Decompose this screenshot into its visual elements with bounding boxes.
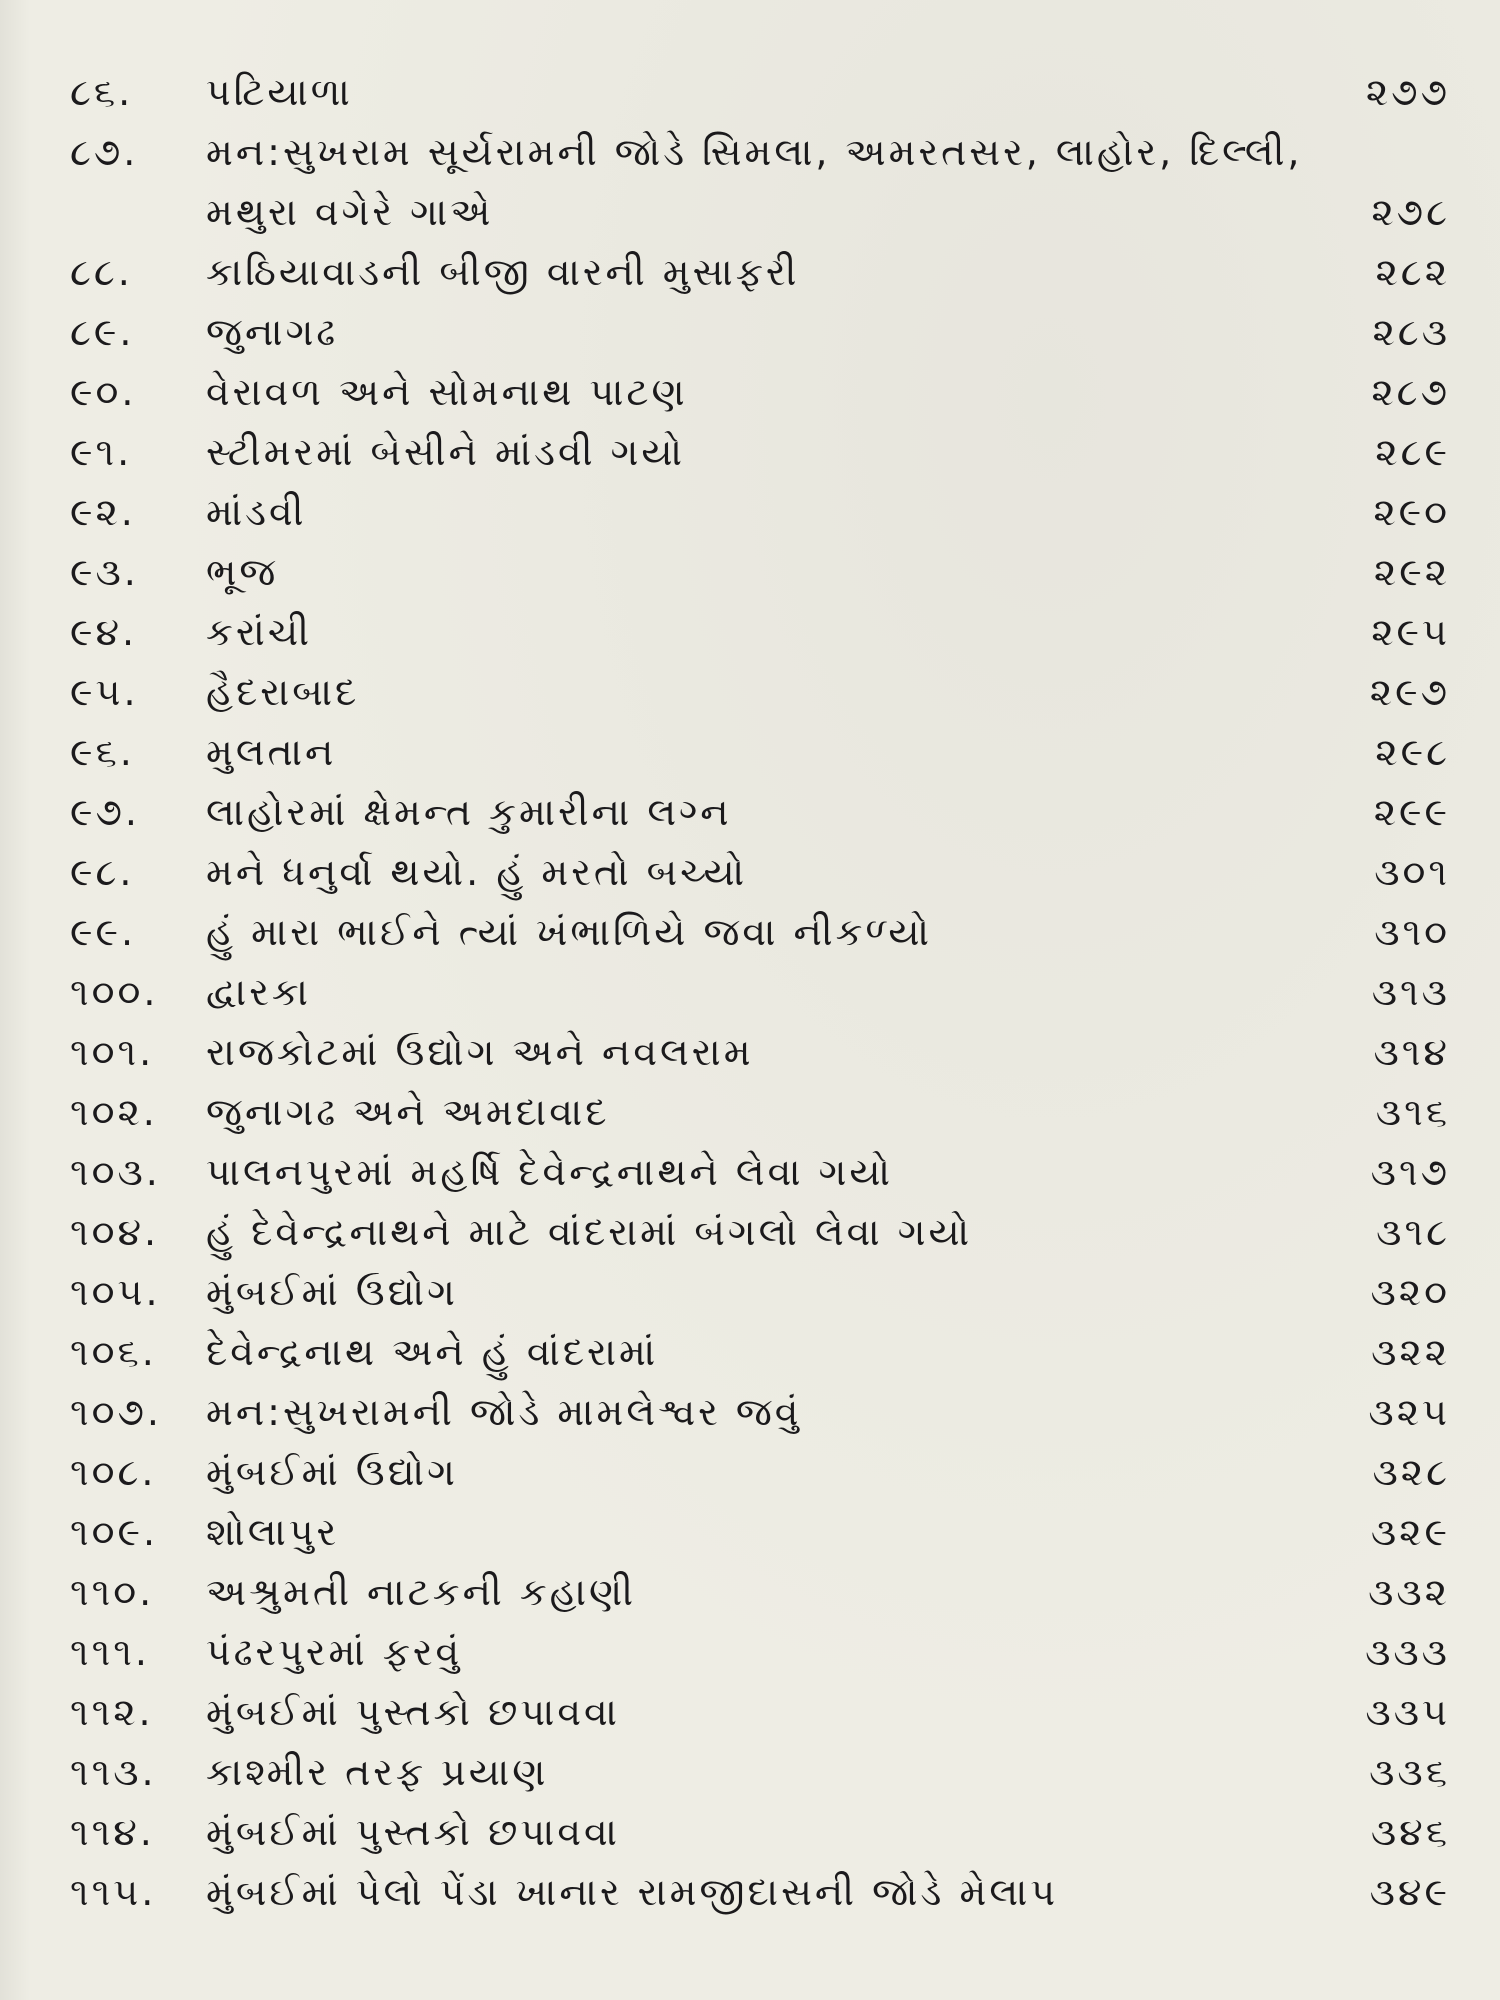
toc-entry [70,62,1450,122]
chapter-title: કાશ્મીર તરફ પ્રયાણ [206,1750,549,1794]
toc-entry [70,1322,1450,1382]
chapter-title: હૈદરાબાદ [206,670,360,714]
chapter-title: રાજકોટમાં ઉદ્યોગ અને નવલરામ [206,1030,754,1074]
toc-entry [70,602,1450,662]
chapter-title: લાહોરમાં ક્ષેમન્ત કુમારીના લગ્ન [206,790,732,834]
chapter-title: મુંબઈમાં ઉદ્યોગ [206,1450,458,1494]
chapter-title: પંઢરપુરમાં ફરવું [206,1630,463,1674]
page-number: ૩૧૭ [1370,1150,1450,1194]
chapter-title: ભૂજ [206,550,279,594]
chapter-number: ૧૧૨. [70,1690,154,1734]
chapter-title: કાઠિયાવાડની બીજી વારની મુસાફરી [206,250,800,294]
page-number: ૩૧૬ [1375,1090,1450,1134]
chapter-title: પાલનપુરમાં મહર્ષિ દેવેન્દ્રનાથને લેવા ગયો [206,1150,894,1194]
toc-entry [70,1502,1450,1562]
page-number: ૩૧૪ [1373,1030,1450,1074]
chapter-number: ૧૦૬. [70,1330,157,1374]
chapter-title: સ્ટીમરમાં બેસીને માંડવી ગયો [206,430,686,474]
chapter-number: ૮૯. [70,310,135,354]
chapter-number: ૧૦૩. [70,1150,161,1194]
chapter-title: મન:સુખરામની જોડે મામલેશ્વર જવું [206,1390,802,1434]
toc-entry [70,542,1450,602]
toc-entry [70,1802,1450,1862]
chapter-title: દ્વારકા [206,970,311,1014]
chapter-number: ૧૦૧. [70,1030,155,1074]
chapter-number: ૯૬. [70,730,135,774]
chapter-number: ૯૭. [70,790,140,834]
toc-entry [70,1622,1450,1682]
page-number: ૨૯૫ [1371,610,1450,654]
toc-entry [70,1862,1450,1922]
chapter-number: ૯૧. [70,430,133,474]
page-number: ૨૮૭ [1371,370,1450,414]
chapter-number: ૧૦૪. [70,1210,160,1254]
chapter-number: ૯૯. [70,910,137,954]
toc-entry [70,1142,1450,1202]
chapter-title: જુનાગઢ અને અમદાવાદ [206,1090,610,1134]
toc-entry [70,122,1450,242]
chapter-title: મન:સુખરામ સૂર્યરામની જોડે સિમલા, અમરતસર, લાહોર, દિલ્લી, મથુરા વગેરે ગાએ [206,130,1303,234]
toc-entry [70,782,1450,842]
page-number: ૩૨૮ [1372,1450,1450,1494]
chapter-number: ૧૦૫. [70,1270,161,1314]
toc-entry [70,662,1450,722]
chapter-number: ૮૬. [70,70,134,114]
toc-entry [70,902,1450,962]
page-number: ૨૯૨ [1373,550,1450,594]
chapter-number: ૯૨. [70,490,136,534]
toc-entry [70,842,1450,902]
chapter-title: કરાંચી [206,610,313,654]
chapter-title: શોલાપુર [206,1510,340,1554]
chapter-number: ૯૪. [70,610,138,654]
page-number: ૨૯૭ [1369,670,1450,714]
page-number: ૨૮૯ [1375,430,1450,474]
chapter-number: ૯૮. [70,850,135,894]
chapter-title: વેરાવળ અને સોમનાથ પાટણ [206,370,688,414]
toc-entry [70,962,1450,1022]
chapter-number: ૧૧૩. [70,1750,157,1794]
chapter-title: અશ્રુમતી નાટકની કહાણી [206,1570,637,1614]
chapter-number: ૧૧૦. [70,1570,155,1614]
page-number: ૨૮૩ [1372,310,1450,354]
chapter-title: મુલતાન [206,730,337,774]
page-number: ૩૪૯ [1369,1870,1450,1914]
page-number: ૩૧૦ [1374,910,1450,954]
toc-entry [70,302,1450,362]
page-number: ૩૩૩ [1365,1630,1450,1674]
toc-entry [70,1682,1450,1742]
chapter-title: દેવેન્દ્રનાથ અને હું વાંદરામાં [206,1330,659,1374]
chapter-number: ૧૦૮. [70,1450,157,1494]
page-number: ૩૩૨ [1368,1570,1450,1614]
page-number: ૩૩૬ [1369,1750,1450,1794]
chapter-title: હું દેવેન્દ્રનાથને માટે વાંદરામાં બંગલો લેવા ગયો [206,1210,973,1254]
chapter-number: ૮૮. [70,250,133,294]
toc-entry [70,1742,1450,1802]
chapter-title: મુંબઈમાં પુસ્તકો છપાવવા [206,1690,620,1734]
page-number: ૨૯૮ [1375,730,1450,774]
page-number: ૨૭૭ [1365,70,1450,114]
toc-entry [70,482,1450,542]
toc-entry [70,242,1450,302]
page-number: ૩૧૮ [1376,1210,1450,1254]
toc-entry [70,1382,1450,1442]
chapter-title: માંડવી [206,490,307,534]
toc-entry [70,1442,1450,1502]
toc-entry [70,722,1450,782]
toc-entry [70,362,1450,422]
chapter-number: ૧૦૦. [70,970,159,1014]
toc-entry [70,422,1450,482]
chapter-number: ૯૩. [70,550,139,594]
chapter-title: હું મારા ભાઈને ત્યાં ખંભાળિયે જવા નીકળ્યો [206,910,933,954]
page-number: ૩૨૦ [1370,1270,1450,1314]
chapter-title: જુનાગઢ [206,310,339,354]
page-number: ૩૪૬ [1370,1810,1450,1854]
page-number: ૩૨૫ [1368,1390,1450,1434]
page-number: ૩૦૧ [1374,850,1450,894]
chapter-number: ૧૧૪. [70,1810,155,1854]
chapter-number: ૧૦૨. [70,1090,158,1134]
toc-entry [70,1562,1450,1622]
chapter-title: મુંબઈમાં પુસ્તકો છપાવવા [206,1810,620,1854]
page-number: ૨૮૨ [1375,250,1450,294]
chapter-title: મને ધનુર્વા થયો. હું મરતો બચ્યો [206,850,748,894]
chapter-number: ૧૦૯. [70,1510,159,1554]
toc-entry [70,1022,1450,1082]
page-number: ૩૨૯ [1370,1510,1450,1554]
page-number: ૨૯૦ [1373,490,1450,534]
chapter-number: ૧૦૭. [70,1390,162,1434]
table-of-contents [70,62,1450,1922]
page-number: ૩૨૨ [1371,1330,1450,1374]
toc-entry [70,1262,1450,1322]
page-number: ૨૭૮ [1371,190,1450,234]
chapter-number: ૧૧૧. [70,1630,150,1674]
page-number: ૨૯૯ [1373,790,1450,834]
page-number: ૩૩૫ [1365,1690,1450,1734]
toc-entry [70,1082,1450,1142]
page-number: ૩૧૩ [1371,970,1450,1014]
chapter-title: મુંબઈમાં પેલો પેંડા ખાનાર રામજીદાસની જોડે મેલાપ [206,1870,1059,1914]
toc-entry [70,1202,1450,1262]
chapter-title: મુંબઈમાં ઉદ્યોગ [206,1270,458,1314]
chapter-number: ૧૧૫. [70,1870,157,1914]
chapter-number: ૯૫. [70,670,139,714]
chapter-number: ૮૭. [70,130,139,174]
chapter-title: પટિયાળા [206,70,353,114]
chapter-number: ૯૦. [70,370,137,414]
